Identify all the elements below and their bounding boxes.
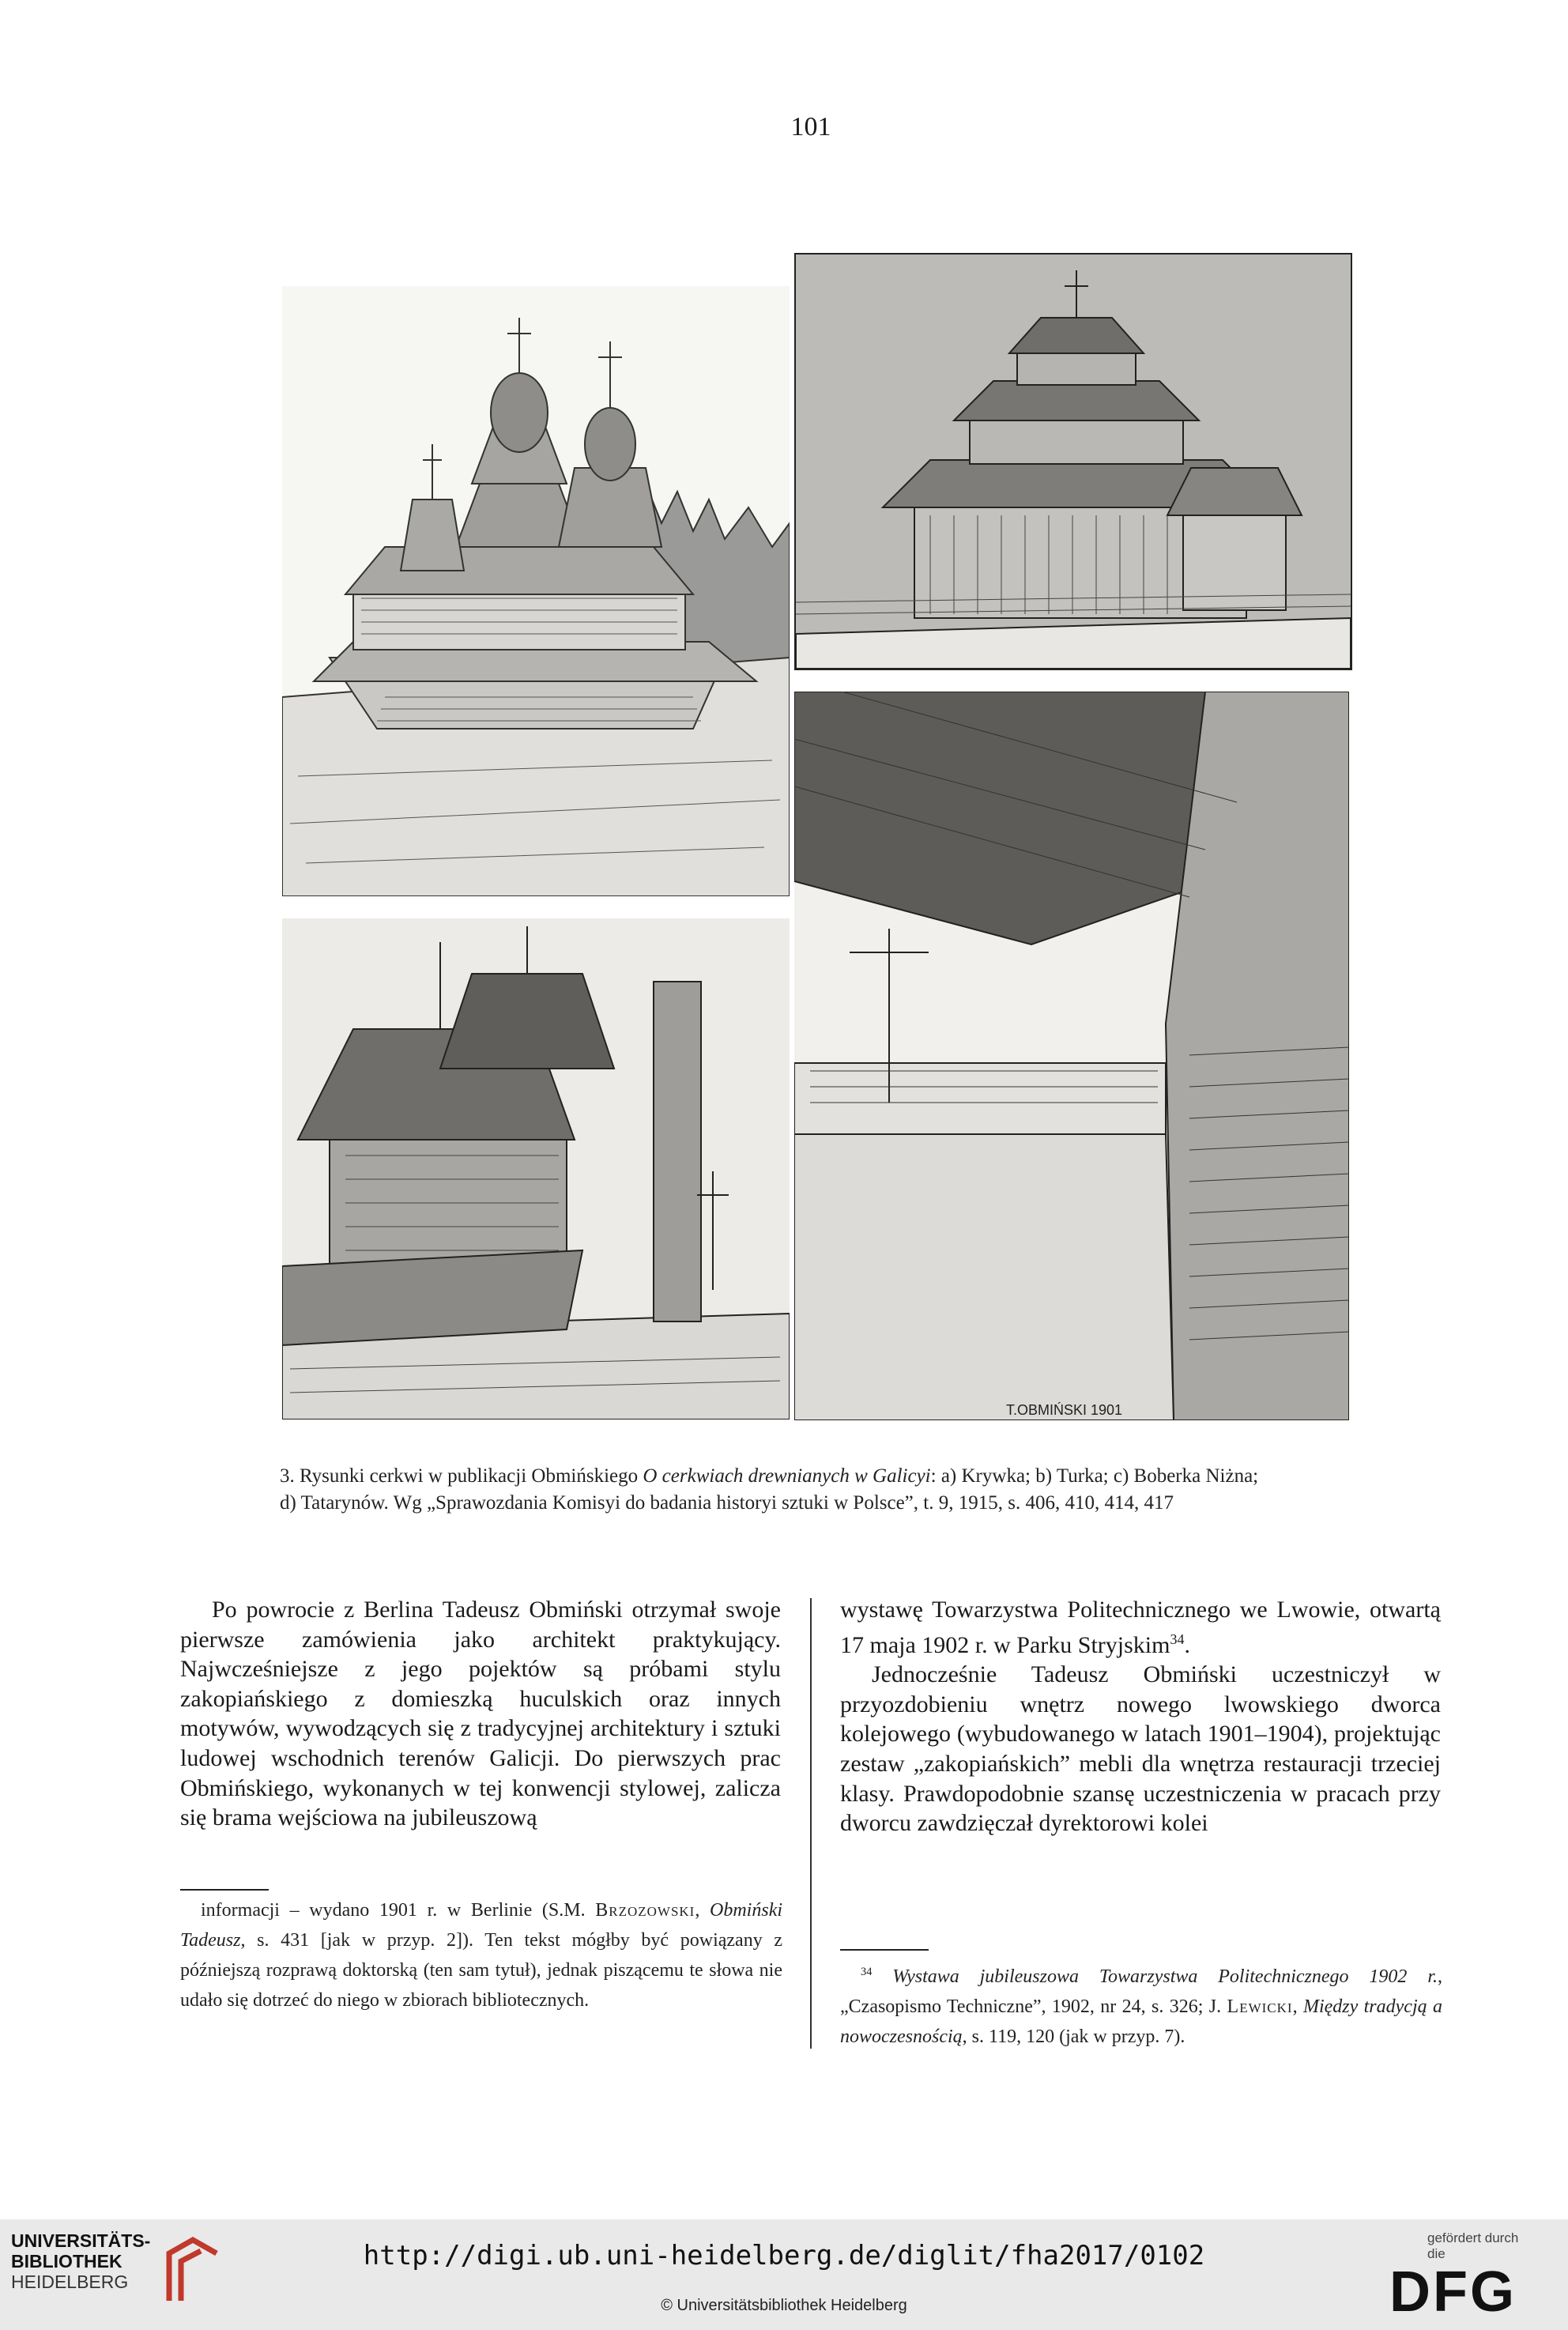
footnote-text: , bbox=[695, 1900, 710, 1921]
footer-bar bbox=[0, 2219, 1568, 2330]
footnote-text: informacji – wydano 1901 r. w Berlinie (S.M. bbox=[201, 1900, 596, 1921]
left-column bbox=[180, 1595, 781, 1833]
right-column bbox=[840, 1595, 1441, 1838]
library-name-line: BIBLIOTHEK bbox=[11, 2251, 122, 2272]
footnote-separator bbox=[840, 1949, 929, 1951]
footnote-separator bbox=[180, 1889, 269, 1891]
paragraph-text: wystawę Towarzystwa Politechnicznego we Lwowie, otwartą 17 maja 1902 r. w Parku Stryjskim bbox=[840, 1597, 1441, 1658]
church-tatarynow-illustration bbox=[794, 692, 1349, 1420]
funding-text: gefördert durch die bbox=[1427, 2230, 1519, 2261]
footnote-text: , s. 431 [jak w przyp. 2]). Ten tekst mógłby być powiązany z późniejszą rozprawą doktorską (ten sam tytuł), jednak piszącemu te słowa nie udało się dotrzeć do niego w zbiorach bibliotecznych. bbox=[180, 1930, 782, 2011]
church-turka-illustration bbox=[796, 254, 1351, 669]
column-divider bbox=[810, 1598, 812, 2049]
footnote-title: Wystawa jubileuszowa Towarzystwa Politechnicznego 1902 r. bbox=[892, 1966, 1438, 1987]
footnote-number: 34 bbox=[861, 1966, 873, 1978]
digital-copy-url[interactable]: http://digi.ub.uni-heidelberg.de/diglit/fha2017/0102 bbox=[363, 2240, 1205, 2272]
caption-lead: 3. Rysunki cerkwi w publikacji Obmińskiego bbox=[280, 1465, 643, 1487]
footnote-author: Brzozowski bbox=[595, 1900, 695, 1921]
footnote-reference: 34 bbox=[1170, 1631, 1185, 1647]
footnote-text: , „Czasopismo Techniczne”, 1902, nr 24, s. 326; J. bbox=[840, 1966, 1442, 2017]
body-paragraph: Jednocześnie Tadeusz Obmiński uczestniczył w przyozdobieniu wnętrz nowego lwowskiego dworca kolejowego (wybudowanego w latach 1901–1904), projektując zestaw „zakopiańskich” mebli dla wnętrza restauracji trzeciej klasy. Prawdopodobnie szansę uczestniczenia w pracach przy dworcu zawdzięczał dyrektorowi kolei bbox=[840, 1661, 1441, 1837]
footnote-34 bbox=[840, 1957, 1442, 2052]
church-drawing-turka bbox=[794, 253, 1352, 670]
paragraph-end: . bbox=[1184, 1631, 1190, 1658]
footnote-title: Obmiński Tadeusz bbox=[180, 1900, 783, 1951]
church-drawing-tatarynow bbox=[794, 692, 1349, 1420]
church-drawing-krywka bbox=[282, 286, 790, 896]
footnote-author: Lewicki bbox=[1227, 1996, 1293, 2017]
footnote-text: , bbox=[1292, 1996, 1303, 2017]
church-krywka-illustration bbox=[282, 286, 790, 896]
dfg-wordmark: DFG bbox=[1389, 2260, 1517, 2324]
footnote-text: , s. 119, 120 (jak w przyp. 7). bbox=[962, 2026, 1185, 2047]
library-city-line: HEIDELBERG bbox=[11, 2272, 129, 2292]
caption-rest: : a) Krywka; b) Turka; c) Boberka Niżna; bbox=[930, 1465, 1259, 1487]
figure-caption bbox=[280, 1463, 1339, 1517]
caption-line2: d) Tatarynów. Wg „Sprawozdania Komisyi do badania historyi sztuki w Polsce”, t. 9, 1915, s. 406, 410, 414, 417 bbox=[280, 1492, 1174, 1514]
body-paragraph: Po powrocie z Berlina Tadeusz Obmiński otrzymał swoje pierwsze zamówienia jako architekt praktykujący. Najwcześniejsze z jego pojektów są próbami stylu zakopiańskiego z domieszką huculskich oraz innych motywów, wywodzących się z tradycyjnej architektury i sztuki ludowej wschodnich terenów Galicji. Do pierwszych prac Obmińskiego, wykonanych w tej konwencji stylowej, zalicza się brama wejściowa na jubileuszową bbox=[180, 1597, 781, 1831]
footnote-title: Między tradycją a nowoczesnością bbox=[840, 1996, 1443, 2047]
page-number: 101 bbox=[790, 112, 831, 141]
footnote-continued bbox=[180, 1895, 782, 2015]
caption-title: O cerkwiach drewnianych w Galicyi bbox=[643, 1465, 931, 1487]
copyright-notice: © Universitätsbibliothek Heidelberg bbox=[661, 2297, 907, 2314]
body-paragraph-continued bbox=[840, 1595, 1441, 1660]
library-name-line: UNIVERSITÄTS- bbox=[11, 2230, 151, 2251]
dfg-logo[interactable] bbox=[1389, 2230, 1540, 2322]
artist-signature: T.OBMIŃSKI 1901 bbox=[1006, 1402, 1123, 1418]
church-drawing-boberka-nizna bbox=[282, 918, 790, 1419]
church-boberka-illustration bbox=[282, 918, 790, 1419]
